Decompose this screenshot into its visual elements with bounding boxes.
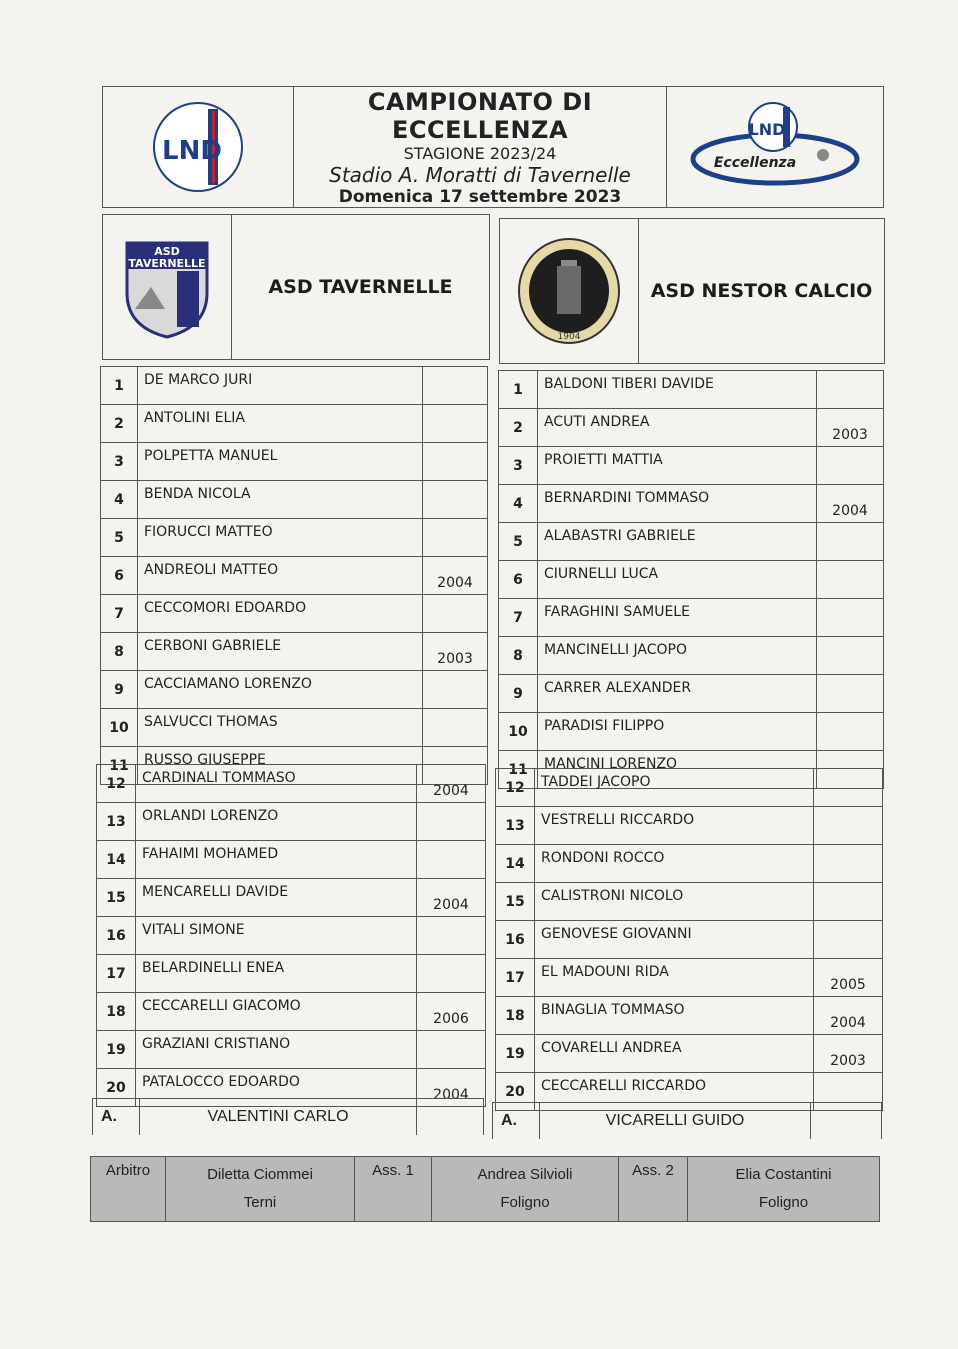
tavernelle-crest-icon <box>121 235 213 339</box>
table-row <box>496 883 883 921</box>
shirt-number: 14 <box>496 845 535 883</box>
birth-year <box>417 917 486 955</box>
referee-name: Diletta Ciommei <box>207 1166 313 1183</box>
birth-year <box>817 447 884 485</box>
player-name: BERNARDINI TOMMASO <box>538 485 817 523</box>
table-row <box>97 803 486 841</box>
officials-table <box>90 1156 880 1222</box>
home-coach-row <box>92 1098 484 1135</box>
shirt-number: 17 <box>97 955 136 993</box>
birth-year <box>417 841 486 879</box>
birth-year: 2004 <box>817 485 884 523</box>
birth-year: 2004 <box>417 765 486 803</box>
away-team-name: ASD NESTOR CALCIO <box>639 219 885 364</box>
table-row <box>101 633 488 671</box>
shirt-number: 5 <box>101 519 138 557</box>
table-row <box>496 997 883 1035</box>
player-name: ORLANDI LORENZO <box>136 803 417 841</box>
referee-city: Terni <box>243 1194 277 1211</box>
home-team-name: ASD TAVERNELLE <box>232 215 490 360</box>
player-name: PROIETTI MATTIA <box>538 447 817 485</box>
player-name: FAHAIMI MOHAMED <box>136 841 417 879</box>
player-name: RONDONI ROCCO <box>535 845 814 883</box>
table-row <box>101 557 488 595</box>
shirt-number: 2 <box>101 405 138 443</box>
shirt-number: 9 <box>101 671 138 709</box>
shirt-number: 12 <box>97 765 136 803</box>
player-name: VITALI SIMONE <box>136 917 417 955</box>
player-name: MENCARELLI DAVIDE <box>136 879 417 917</box>
table-row <box>97 993 486 1031</box>
nestor-crest-icon <box>515 236 623 346</box>
player-name: PATALOCCO EDOARDO <box>136 1069 417 1107</box>
player-name: CACCIAMANO LORENZO <box>138 671 423 709</box>
table-row <box>496 769 883 807</box>
table-row <box>496 807 883 845</box>
venue: Stadio A. Moratti di Tavernelle <box>329 162 631 187</box>
birth-year <box>417 803 486 841</box>
player-name: CECCARELLI GIACOMO <box>136 993 417 1031</box>
table-row <box>499 485 884 523</box>
right-logo-cell <box>667 87 884 208</box>
shirt-number: 5 <box>499 523 538 561</box>
table-row <box>499 561 884 599</box>
shirt-number: 4 <box>101 481 138 519</box>
home-team-header <box>102 214 490 360</box>
svg-text:LND: LND <box>162 136 222 166</box>
away-starters-table <box>498 370 884 789</box>
player-name: POLPETTA MANUEL <box>138 443 423 481</box>
birth-year <box>814 769 883 807</box>
birth-year <box>817 713 884 751</box>
svg-text:LND: LND <box>748 120 786 139</box>
shirt-number: 14 <box>97 841 136 879</box>
shirt-number: 12 <box>496 769 535 807</box>
shirt-number: 17 <box>496 959 535 997</box>
home-coach-name: VALENTINI CARLO <box>140 1099 417 1136</box>
shirt-number: 9 <box>499 675 538 713</box>
birth-year <box>817 561 884 599</box>
nestor-crest <box>500 236 638 346</box>
svg-text:TAVERNELLE: TAVERNELLE <box>128 257 206 270</box>
player-name: BENDA NICOLA <box>138 481 423 519</box>
away-coach-extra <box>811 1103 882 1140</box>
eccellenza-logo-icon <box>685 97 865 197</box>
table-row <box>97 841 486 879</box>
shirt-number: 11 <box>499 751 538 789</box>
ass2-cell <box>688 1157 880 1222</box>
referee-label: Arbitro <box>91 1157 166 1222</box>
table-row <box>499 713 884 751</box>
table-row <box>499 637 884 675</box>
shirt-number: 1 <box>101 367 138 405</box>
lnd-logo-icon <box>150 99 246 195</box>
birth-year <box>817 523 884 561</box>
player-name: SALVUCCI THOMAS <box>138 709 423 747</box>
shirt-number: 18 <box>97 993 136 1031</box>
home-subs-table <box>96 764 486 1107</box>
player-name: DE MARCO JURI <box>138 367 423 405</box>
table-row <box>496 1035 883 1073</box>
player-name: CIURNELLI LUCA <box>538 561 817 599</box>
shirt-number: 20 <box>496 1073 535 1111</box>
birth-year <box>423 519 488 557</box>
player-name: CECCOMORI EDOARDO <box>138 595 423 633</box>
birth-year <box>423 405 488 443</box>
player-name: CERBONI GABRIELE <box>138 633 423 671</box>
shirt-number: 13 <box>496 807 535 845</box>
eccellenza-logo <box>667 97 883 197</box>
birth-year <box>417 1031 486 1069</box>
player-name: TADDEI JACOPO <box>535 769 814 807</box>
birth-year <box>814 883 883 921</box>
birth-year <box>423 671 488 709</box>
table-row <box>499 447 884 485</box>
ass2-name: Elia Costantini <box>735 1166 832 1183</box>
ass2-label: Ass. 2 <box>619 1157 688 1222</box>
table-row <box>496 845 883 883</box>
player-name: COVARELLI ANDREA <box>535 1035 814 1073</box>
table-row <box>496 959 883 997</box>
shirt-number: 15 <box>97 879 136 917</box>
table-row <box>97 765 486 803</box>
away-coach-row <box>492 1102 882 1139</box>
player-name: MANCINI LORENZO <box>538 751 817 789</box>
shirt-number: 15 <box>496 883 535 921</box>
tavernelle-crest <box>103 235 231 339</box>
table-row <box>499 371 884 409</box>
player-name: CARDINALI TOMMASO <box>136 765 417 803</box>
shirt-number: 6 <box>499 561 538 599</box>
player-name: CALISTRONI NICOLO <box>535 883 814 921</box>
birth-year: 2006 <box>417 993 486 1031</box>
player-name: BINAGLIA TOMMASO <box>535 997 814 1035</box>
shirt-number: 8 <box>499 637 538 675</box>
birth-year: 2003 <box>423 633 488 671</box>
birth-year: 2004 <box>423 557 488 595</box>
birth-year: 2004 <box>417 1069 486 1107</box>
shirt-number: 16 <box>496 921 535 959</box>
player-name: ANTOLINI ELIA <box>138 405 423 443</box>
player-name: GRAZIANI CRISTIANO <box>136 1031 417 1069</box>
birth-year <box>817 371 884 409</box>
birth-year <box>817 637 884 675</box>
shirt-number: 4 <box>499 485 538 523</box>
shirt-number: 7 <box>101 595 138 633</box>
player-name: BELARDINELLI ENEA <box>136 955 417 993</box>
table-row <box>101 481 488 519</box>
table-row <box>499 675 884 713</box>
shirt-number: 10 <box>101 709 138 747</box>
ass1-name: Andrea Silvioli <box>477 1166 573 1183</box>
svg-text:ASD: ASD <box>154 245 180 258</box>
birth-year <box>423 481 488 519</box>
shirt-number: 2 <box>499 409 538 447</box>
table-row <box>101 709 488 747</box>
home-logo-cell <box>103 215 232 360</box>
table-row <box>101 519 488 557</box>
season: STAGIONE 2023/24 <box>403 143 557 163</box>
table-row <box>101 367 488 405</box>
left-logo-cell <box>103 87 294 208</box>
match-date: Domenica 17 settembre 2023 <box>338 186 622 207</box>
table-row <box>499 523 884 561</box>
player-name: FARAGHINI SAMUELE <box>538 599 817 637</box>
away-coach-name: VICARELLI GUIDO <box>540 1103 811 1140</box>
player-name: CECCARELLI RICCARDO <box>535 1073 814 1111</box>
championship-title: CAMPIONATO DI ECCELLENZA <box>367 87 593 144</box>
player-name: VESTRELLI RICCARDO <box>535 807 814 845</box>
birth-year <box>814 921 883 959</box>
birth-year <box>817 675 884 713</box>
table-row <box>97 879 486 917</box>
birth-year: 2003 <box>814 1035 883 1073</box>
table-row <box>101 405 488 443</box>
shirt-number: 13 <box>97 803 136 841</box>
away-subs-table <box>495 768 883 1111</box>
svg-text:1904: 1904 <box>557 332 581 342</box>
shirt-number: 16 <box>97 917 136 955</box>
shirt-number: 19 <box>97 1031 136 1069</box>
shirt-number: 8 <box>101 633 138 671</box>
shirt-number: 18 <box>496 997 535 1035</box>
shirt-number: 6 <box>101 557 138 595</box>
table-row <box>496 921 883 959</box>
away-coach-label: A. <box>493 1103 540 1140</box>
header-box <box>102 86 884 208</box>
header-title-cell <box>294 87 667 208</box>
birth-year: 2004 <box>417 879 486 917</box>
shirt-number: 3 <box>101 443 138 481</box>
table-row <box>101 671 488 709</box>
birth-year <box>817 599 884 637</box>
player-name: ANDREOLI MATTEO <box>138 557 423 595</box>
player-name: ALABASTRI GABRIELE <box>538 523 817 561</box>
home-starters-table <box>100 366 488 785</box>
ass1-label: Ass. 1 <box>355 1157 432 1222</box>
birth-year <box>423 595 488 633</box>
shirt-number: 11 <box>101 747 138 785</box>
lnd-logo <box>103 99 293 195</box>
shirt-number: 19 <box>496 1035 535 1073</box>
birth-year: 2004 <box>814 997 883 1035</box>
birth-year: 2003 <box>817 409 884 447</box>
home-coach-label: A. <box>93 1099 140 1136</box>
player-name: EL MADOUNI RIDA <box>535 959 814 997</box>
shirt-number: 3 <box>499 447 538 485</box>
player-name: FIORUCCI MATTEO <box>138 519 423 557</box>
birth-year <box>423 367 488 405</box>
home-coach-extra <box>417 1099 484 1136</box>
away-logo-cell <box>500 219 639 364</box>
table-row <box>101 595 488 633</box>
player-name: GENOVESE GIOVANNI <box>535 921 814 959</box>
player-name: MANCINELLI JACOPO <box>538 637 817 675</box>
shirt-number: 1 <box>499 371 538 409</box>
ass2-city: Foligno <box>758 1194 809 1211</box>
birth-year <box>417 955 486 993</box>
player-name: BALDONI TIBERI DAVIDE <box>538 371 817 409</box>
referee-cell <box>166 1157 355 1222</box>
birth-year <box>423 443 488 481</box>
birth-year <box>814 845 883 883</box>
birth-year <box>814 807 883 845</box>
ass1-city: Foligno <box>500 1194 550 1211</box>
table-row <box>499 599 884 637</box>
player-name: PARADISI FILIPPO <box>538 713 817 751</box>
player-name: ACUTI ANDREA <box>538 409 817 447</box>
shirt-number: 10 <box>499 713 538 751</box>
shirt-number: 7 <box>499 599 538 637</box>
shirt-number: 20 <box>97 1069 136 1107</box>
ass1-cell <box>432 1157 619 1222</box>
svg-text:Eccellenza: Eccellenza <box>713 155 797 171</box>
table-row <box>97 955 486 993</box>
player-name: CARRER ALEXANDER <box>538 675 817 713</box>
player-name: RUSSO GIUSEPPE <box>138 747 423 785</box>
birth-year <box>423 709 488 747</box>
table-row <box>499 409 884 447</box>
table-row <box>101 443 488 481</box>
birth-year: 2005 <box>814 959 883 997</box>
table-row <box>97 917 486 955</box>
table-row <box>97 1031 486 1069</box>
away-team-header <box>499 218 885 364</box>
